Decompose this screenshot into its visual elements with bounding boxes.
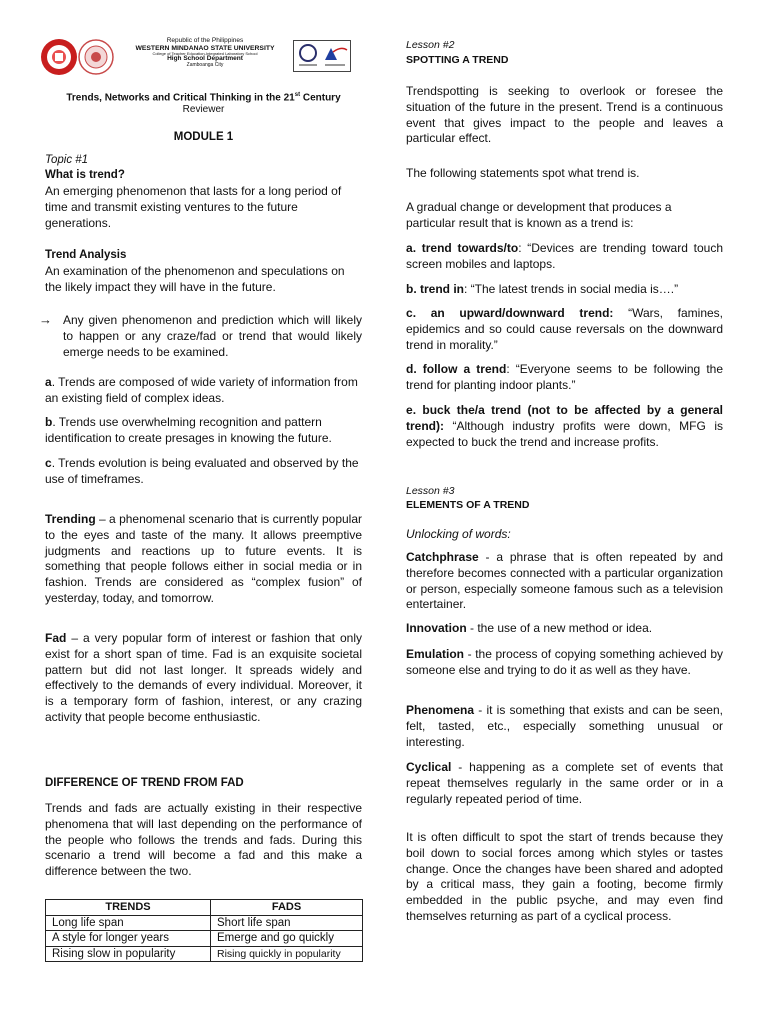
phenomena-term: Phenomena xyxy=(406,703,475,717)
point-a-letter: a xyxy=(45,375,52,389)
table-row xyxy=(46,915,363,931)
point-c xyxy=(45,456,362,488)
document-title-text: Trends, Networks and Critical Thinking in the 21 xyxy=(66,92,295,104)
document-title xyxy=(45,92,362,103)
trends-vs-fads-table xyxy=(45,899,363,962)
table-row xyxy=(46,931,363,947)
emulation-definition xyxy=(406,647,723,679)
table-header-fads: FADS xyxy=(211,900,363,916)
city-name: Zamboanga City xyxy=(186,61,224,68)
lesson-2-label: Lesson #2 xyxy=(406,39,455,51)
difference-text: Trends and fads are actually existing in their respective phenomena that will last depending on the performance of the people who follows the trends and fads. During this scenario a trend will become a fad and this make a difference between the two. xyxy=(45,801,362,879)
example-d-text: : “Everyone seems to be following the trend for planting indoor plants.” xyxy=(406,362,723,392)
example-e xyxy=(406,403,723,450)
example-a-label: a xyxy=(406,241,413,255)
phenomena-definition xyxy=(406,703,723,750)
what-is-trend-heading: What is trend? xyxy=(45,169,125,181)
republic-text: Republic of the Philippines xyxy=(166,37,244,44)
point-c-text: . Trends evolution is being evaluated and observed by the use of timeframes. xyxy=(45,456,359,486)
table-cell: Emerge and go quickly xyxy=(211,931,363,947)
table-header-row xyxy=(46,900,363,916)
example-b-label: b xyxy=(406,282,414,296)
example-d-term: . follow a trend xyxy=(413,362,507,376)
example-e-text: “Although industry profits were down, MFG is expected to buck the trend and increase profits. xyxy=(406,418,723,449)
catchphrase-text: - a phrase that is often repeated by and therefore becomes connected with a particular organization or person, especially someone famous such as a television entertainer. xyxy=(406,550,723,612)
table-cell: A style for longer years xyxy=(46,931,211,947)
phenomena-text: - it is something that exists and can be seen, felt, tasted, etc., especially something unusual or interesting. xyxy=(406,703,723,749)
trending-definition xyxy=(45,512,362,607)
example-a-text: : “Devices are trending toward touch screen mobiles and laptops. xyxy=(406,241,724,271)
document-title-sup: st xyxy=(294,92,301,98)
point-a-text: . Trends are composed of wide variety of information from an existing field of complex ideas. xyxy=(45,375,358,405)
example-b-term: . trend in xyxy=(413,282,465,296)
innovation-definition xyxy=(406,621,723,637)
example-c-term: . an upward/downward trend: xyxy=(412,306,614,320)
innovation-term: Innovation xyxy=(406,621,467,635)
cyclical-term: Cyclical xyxy=(406,760,452,774)
lesson-3-title: ELEMENTS OF A TREND xyxy=(406,499,530,511)
table-header-trends: TRENDS xyxy=(46,900,211,916)
topic-label: Topic #1 xyxy=(45,154,89,166)
college-name: College of Teacher Education-Integrated Laboratory School xyxy=(152,50,258,56)
example-e-term: . buck the/a trend (not to be affected by a general trend): xyxy=(406,403,723,433)
university-seal-logo xyxy=(40,38,78,76)
example-d xyxy=(406,362,723,394)
gradual-change-text: A gradual change or development that produces a particular result that is known as a trend is: xyxy=(406,200,672,230)
catchphrase-term: Catchphrase xyxy=(406,550,479,564)
header-text xyxy=(110,38,300,68)
unlocking-label: Unlocking of words: xyxy=(406,527,511,541)
trend-analysis-text: An examination of the phenomenon and speculations on the likely impact they will have in the future. xyxy=(45,264,345,294)
college-seal-logo xyxy=(78,39,114,75)
example-e-label: e xyxy=(406,403,413,417)
cyclical-text: - happening as a complete set of events that repeat themselves regularly in the same order or in a regularly repeated period of time. xyxy=(406,760,723,806)
example-a xyxy=(406,241,723,273)
arrow-icon: → xyxy=(39,312,52,327)
difference-heading: DIFFERENCE OF TREND FROM FAD xyxy=(45,777,244,789)
example-c xyxy=(406,306,723,353)
catchphrase-definition xyxy=(406,550,723,613)
lesson-2-title: SPOTTING A TREND xyxy=(406,54,509,66)
lesson-3-label: Lesson #3 xyxy=(406,485,455,497)
point-a xyxy=(45,375,362,407)
example-c-label: c xyxy=(406,306,413,320)
following-statements: The following statements spot what trend is. xyxy=(406,166,640,180)
example-b-text: : “The latest trends in social media is….” xyxy=(464,282,679,296)
innovation-text: - the use of a new method or idea. xyxy=(466,621,653,635)
accreditation-logos xyxy=(293,40,351,72)
example-d-label: d xyxy=(406,362,414,376)
cyclical-definition xyxy=(406,760,723,807)
emulation-text: - the process of copying something achieved by someone else and trying to do it as well as they have. xyxy=(406,647,723,677)
table-cell: Rising quickly in popularity xyxy=(211,946,363,962)
closing-paragraph: It is often difficult to spot the start of trends because they boil down to social forces among which styles or tastes change. Once the changes have been shared and adopted by a critical mass, they gain a footing, become firmly embedded in the public psyche, and may even find themselves returning as part of a cyclical process. xyxy=(406,830,723,923)
fad-text: – a very popular form of interest or fashion that only exist for a short span of time. Fad is an exquisite societal pattern but did not last longer. It spreads widely and effectively to the demands of every individual. Moreover, it is a temporary form of fashion, interest, or any crazing activity that people become enthusiastic. xyxy=(45,631,362,724)
example-a-term: . trend towards/to xyxy=(412,241,519,255)
point-b-letter: b xyxy=(45,415,53,429)
trending-term: Trending xyxy=(45,512,96,526)
university-name: WESTERN MINDANAO STATE UNIVERSITY xyxy=(135,44,275,52)
trending-text: – a phenomenal scenario that is currently popular to the eyes and taste of the many. It allows preemptive judgments and reactions up to future events. It is something that people follows either in social media or in fashion. Trends are considered as “complex fusion” of yesterday, today, and tomorrow. xyxy=(45,512,362,605)
fad-term: Fad xyxy=(45,631,67,645)
table-row xyxy=(46,946,363,962)
trend-definition: An emerging phenomenon that lasts for a long period of time and transmit existing ventures to the future generations. xyxy=(45,184,342,230)
point-b-text: . Trends use overwhelming recognition and pattern identification to create presages in knowing the future. xyxy=(45,415,332,445)
fad-definition xyxy=(45,631,362,726)
point-c-letter: c xyxy=(45,456,52,470)
example-c-text: “Wars, famines, epidemics and so could cause reversals on the downward trend in morality.” xyxy=(406,306,724,352)
emulation-term: Emulation xyxy=(406,647,465,661)
document-subtitle: Reviewer xyxy=(182,104,225,115)
table-cell: Short life span xyxy=(211,915,363,931)
trend-analysis-heading: Trend Analysis xyxy=(45,249,127,261)
trendspotting-text: Trendspotting is seeking to overlook or foresee the situation of the future in the present. Trend is a continuous event that gives impact to the people and leaves a particular effect. xyxy=(406,84,723,146)
arrow-point-text: Any given phenomenon and prediction which will likely to happen or any craze/fad or trend that would likely emerge needs to be examined. xyxy=(63,313,362,359)
table-cell: Long life span xyxy=(46,915,211,931)
point-b xyxy=(45,415,362,447)
document-title-end: Century xyxy=(300,92,341,104)
table-cell: Rising slow in popularity xyxy=(46,946,211,962)
example-b xyxy=(406,282,723,298)
module-heading: MODULE 1 xyxy=(173,131,234,143)
department-name: High School Department xyxy=(167,55,243,63)
